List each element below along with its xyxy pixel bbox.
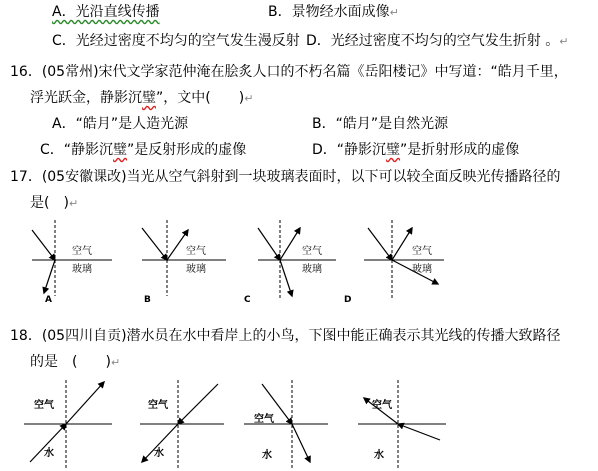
q16-stem-line1: 16．(05常州)宋代文学家范仲淹在脍炙人口的不朽名篇《岳阳楼记》中写道：“皓月千里， xyxy=(10,64,568,80)
q18-diagrams xyxy=(0,378,598,470)
q18-diagram-1 xyxy=(24,380,112,468)
q17-a-letter: A xyxy=(45,295,52,305)
q17-diagram-a xyxy=(32,220,112,305)
q18-3-air-label: 空气 xyxy=(254,414,274,425)
q16-option-b: B．“皓月”是自然光源 xyxy=(312,116,449,132)
q17-c-letter: C xyxy=(244,295,251,305)
q17-d-letter: D xyxy=(344,295,352,305)
q17-b-letter: B xyxy=(144,295,151,305)
q16-option-a: A．“皓月”是人造光源 xyxy=(52,116,189,132)
q18-2-air-label: 空气 xyxy=(148,400,168,411)
q16-option-c: C．“静影沉璧”是反射形成的虚像 xyxy=(40,142,247,158)
q17-b-glass-label: 玻璃 xyxy=(186,264,206,275)
q17-diagrams xyxy=(0,218,598,318)
q18-2-water-label: 水 xyxy=(154,448,164,459)
q17-d-glass-label: 玻璃 xyxy=(412,264,432,275)
q16-stem-line2: 浮光跃金，静影沉璧”，文中( )↵ xyxy=(30,90,254,106)
q18-stem-line1: 18．(05四川自贡)潜水员在水中看岸上的小鸟，下图中能正确表示其光线的传播大致路径 xyxy=(10,328,561,344)
q18-4-water-label: 水 xyxy=(374,450,384,461)
q15-option-a: A．光沿直线传播 xyxy=(52,4,160,20)
q17-diagram-b xyxy=(142,220,226,305)
q17-stem-line2: 是( )↵ xyxy=(30,195,79,211)
q15-option-b: B．景物经水面成像↵ xyxy=(268,4,399,20)
q18-diagram-3 xyxy=(244,380,328,468)
q17-stem-line1: 17．(05安徽课改)当光从空气斜射到一块玻璃表面时，以下可以较全面反映光传播路径的 xyxy=(10,169,561,185)
q17-c-glass-label: 玻璃 xyxy=(302,264,322,275)
q17-b-air-label: 空气 xyxy=(186,246,206,257)
q18-1-water-label: 水 xyxy=(44,448,54,459)
q16-option-d: D．“静影沉璧”是折射形成的虚像 xyxy=(312,142,520,158)
q17-c-air-label: 空气 xyxy=(302,246,322,257)
q18-stem-line2: 的是 ( )↵ xyxy=(30,354,121,370)
q17-diagram-d xyxy=(344,220,444,305)
q18-1-air-label: 空气 xyxy=(34,400,54,411)
q18-diagram-4 xyxy=(358,380,446,468)
q15-option-c: C．光经过密度不均匀的空气发生漫反射 xyxy=(52,33,300,49)
q18-diagram-2 xyxy=(140,380,224,468)
q18-3-water-label: 水 xyxy=(262,450,272,461)
q18-4-air-label: 空气 xyxy=(372,400,392,411)
q17-a-air-label: 空气 xyxy=(72,246,92,257)
q15-option-d: D．光经过密度不均匀的空气发生折射 。↵ xyxy=(306,33,569,49)
q17-a-glass-label: 玻璃 xyxy=(72,264,92,275)
q17-d-air-label: 空气 xyxy=(412,246,432,257)
q17-diagram-c xyxy=(244,220,336,305)
